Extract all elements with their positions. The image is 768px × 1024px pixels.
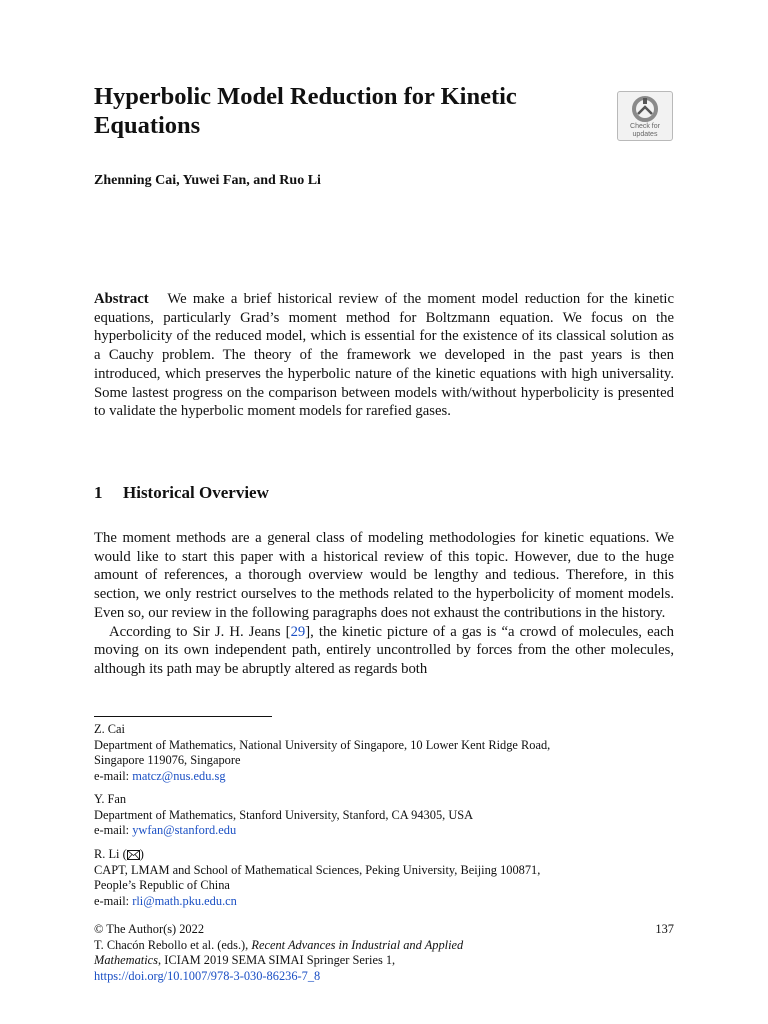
page-number: 137	[655, 922, 674, 936]
series: , ICIAM 2019 SEMA SIMAI Springer Series 1,	[158, 953, 396, 967]
section-body	[94, 529, 674, 679]
affiliation-name-row: R. Li ( )	[94, 847, 144, 861]
section-number: 1	[94, 483, 103, 502]
affiliation-email-row	[94, 823, 674, 839]
affiliation-line: Department of Mathematics, National University of Singapore, 10 Lower Kent Ridge Road,	[94, 737, 551, 752]
affiliation-fan	[94, 792, 674, 839]
paper-page	[94, 0, 674, 1024]
affiliation-name: Y. Fan	[94, 792, 127, 806]
envelope-icon	[127, 850, 140, 860]
email-link[interactable]: ywfan@stanford.edu	[132, 823, 237, 837]
doi-link[interactable]: https://doi.org/10.1007/978-3-030-86236-7_8	[94, 968, 321, 983]
affiliation-line: Singapore 119076, Singapore	[94, 753, 241, 767]
email-link[interactable]: rli@math.pku.edu.cn	[132, 893, 237, 908]
footer-citation-line-2	[94, 953, 674, 969]
affiliation-cai	[94, 722, 674, 784]
affiliation-line: Department of Mathematics, Stanford University, Stanford, CA 94305, USA	[94, 807, 474, 822]
section-heading	[94, 483, 269, 503]
affiliation-line: CAPT, LMAM and School of Mathematical Sciences, Peking University, Beijing 100871,	[94, 862, 541, 877]
email-label: e-mail:	[94, 823, 130, 837]
check-for-updates-icon	[632, 96, 658, 122]
footer-doi-row	[94, 969, 674, 985]
email-link[interactable]: matcz@nus.edu.sg	[132, 768, 226, 783]
abstract	[94, 290, 674, 421]
affiliation-line: People’s Republic of China	[94, 878, 230, 892]
email-label: e-mail:	[94, 768, 130, 783]
editors: T. Chacón Rebollo et al. (eds.),	[94, 937, 249, 952]
email-label: e-mail:	[94, 893, 130, 908]
abstract-label: Abstract	[94, 291, 149, 307]
badge-line-2: updates	[632, 131, 658, 138]
affiliation-email-row	[94, 894, 674, 910]
section-title: Historical Overview	[123, 483, 269, 502]
affiliation-name: R. Li	[94, 847, 120, 861]
footer-citation-line-1	[94, 938, 674, 954]
badge-line-1: Check for	[630, 123, 660, 130]
affiliation-name: Z. Cai	[94, 722, 125, 736]
affiliation-email-row	[94, 769, 674, 785]
book-title-part-1: Recent Advances in Industrial and Applied	[251, 937, 464, 952]
paragraph-1: The moment methods are a general class of modeling methodologies for kinetic equations. We would like to start this paper with a historical review of this topic. However, due to the huge amount of references, a thorough overview would be lengthy and tedious. Therefore, in this section, we only restrict ourselves to the methods related to the hyperbolicity of moment models. Even so, our review in the following paragraphs does not exhaust the contributions in the history.	[94, 530, 674, 621]
paper-title: Hyperbolic Model Reduction for Kinetic Equations	[94, 83, 517, 139]
copyright: © The Author(s) 2022	[94, 922, 205, 936]
author-list: Zhenning Cai, Yuwei Fan, and Ruo Li	[94, 173, 321, 188]
footer-copyright-row	[94, 922, 674, 938]
book-title-part-2: Mathematics	[94, 953, 159, 967]
paragraph-2	[94, 623, 674, 679]
paragraph-2-start: According to Sir J. H. Jeans [	[109, 623, 291, 640]
paragraph-2-rest: ], the kinetic picture of a gas is “a crowd of molecules, each moving on its own independent path, entirely uncontrolled by forces from the other molecules, although its path may be abruptly altered as regards both	[94, 623, 674, 677]
footnote-rule	[94, 716, 272, 717]
page-footer	[94, 922, 674, 984]
abstract-text: We make a brief historical review of the moment model reduction for the kinetic equations, particularly Grad’s moment method for Boltzmann equation. We focus on the hyperbolicity of the reduced model, which is essential for the existence of its classical solution as a Cauchy problem. The theory of the framework we developed in the past years is then introduced, which preserves the hyperbolic nature of the kinetic equations with high universality. Some lastest progress on the comparison between models with/without hyperbolicity is presented to validate the hyperbolic moment models for rarefied gases.	[94, 291, 675, 420]
affiliation-li	[94, 847, 674, 909]
check-for-updates-badge[interactable]	[617, 91, 673, 141]
citation-link[interactable]: 29	[290, 623, 306, 640]
